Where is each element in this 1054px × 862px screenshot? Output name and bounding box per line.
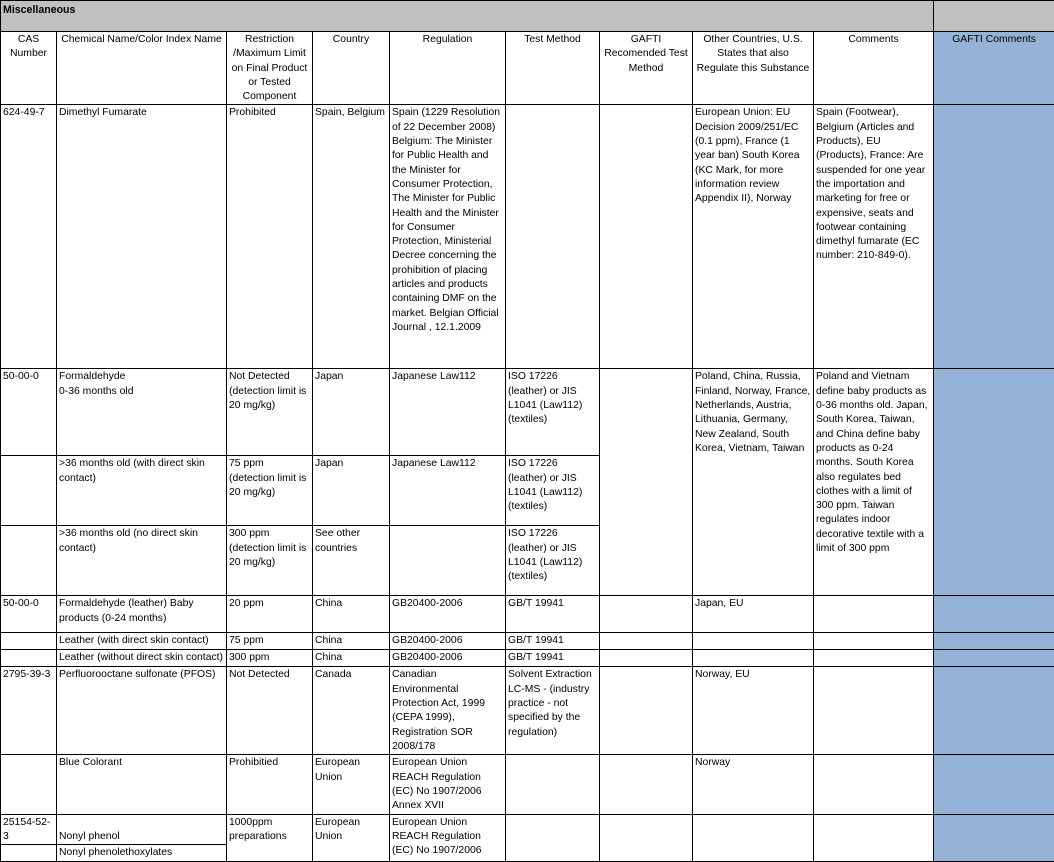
cell-test-method[interactable]: ISO 17226 (leather) or JIS L1041 (Law112) (textiles): [506, 526, 600, 596]
cell-cas[interactable]: [1, 755, 57, 814]
cell-other-countries[interactable]: [693, 814, 814, 861]
cell-restriction[interactable]: 75 ppm (detection limit is 20 mg/kg): [227, 456, 313, 526]
cell-cas[interactable]: [1, 650, 57, 667]
cell-gafti-test-method[interactable]: [600, 755, 693, 814]
cell-comments[interactable]: [814, 633, 934, 650]
cell-cas[interactable]: [1, 633, 57, 650]
cell-chemical-name[interactable]: [57, 369, 227, 456]
cell-country[interactable]: European Union: [313, 814, 390, 861]
table-row: [1, 650, 1054, 667]
cell-comments[interactable]: [814, 755, 934, 814]
cell-other-countries[interactable]: Japan, EU: [693, 596, 814, 633]
header-other-countries[interactable]: Other Countries, U.S. States that also Regulate this Substance: [693, 32, 814, 105]
table-row: [1, 105, 1054, 369]
cell-country[interactable]: Canada: [313, 667, 390, 755]
cell-country[interactable]: Spain, Belgium: [313, 105, 390, 369]
cell-test-method[interactable]: GB/T 19941: [506, 650, 600, 667]
cell-gafti-test-method[interactable]: [600, 596, 693, 633]
cell-gafti-test-method[interactable]: [600, 105, 693, 369]
section-title: Miscellaneous: [1, 1, 934, 32]
cell-regulation[interactable]: Canadian Environmental Protection Act, 1999 (CEPA 1999), Registration SOR 2008/178: [390, 667, 506, 755]
cell-country[interactable]: Japan: [313, 369, 390, 456]
cell-cas[interactable]: [1, 845, 57, 861]
table-row: [1, 369, 1054, 456]
header-chemical-name[interactable]: Chemical Name/Color Index Name: [57, 32, 227, 105]
cell-restriction[interactable]: Prohibited: [227, 105, 313, 369]
section-header-right-cell: [934, 1, 1054, 32]
cell-country[interactable]: China: [313, 596, 390, 633]
cell-chemical-name[interactable]: Nonyl phenol: [57, 814, 227, 845]
header-gafti-comments[interactable]: GAFTI Comments: [934, 32, 1054, 105]
cell-other-countries[interactable]: European Union: EU Decision 2009/251/EC (0.1 ppm), France (1 year ban) South Korea (KC Mark, for more information review Appendix II), Norway: [693, 105, 814, 369]
cell-regulation[interactable]: GB20400-2006: [390, 633, 506, 650]
cell-test-method[interactable]: GB/T 19941: [506, 596, 600, 633]
cell-gafti-comments[interactable]: [934, 369, 1054, 596]
cell-gafti-test-method[interactable]: [600, 650, 693, 667]
cell-restriction[interactable]: Prohibitied: [227, 755, 313, 814]
cell-gafti-comments[interactable]: [934, 596, 1054, 633]
cell-regulation[interactable]: Japanese Law112: [390, 369, 506, 456]
cell-test-method[interactable]: ISO 17226 (leather) or JIS L1041 (Law112) (textiles): [506, 369, 600, 456]
cell-cas[interactable]: [1, 456, 57, 526]
cell-comments[interactable]: [814, 596, 934, 633]
cell-restriction[interactable]: Not Detected: [227, 667, 313, 755]
cell-chemical-name[interactable]: Leather (without direct skin contact): [57, 650, 227, 667]
cell-restriction[interactable]: Not Detected (detection limit is 20 mg/kg): [227, 369, 313, 456]
cell-gafti-test-method[interactable]: [600, 667, 693, 755]
cell-chemical-name[interactable]: Formaldehyde (leather) Baby products (0-24 months): [57, 596, 227, 633]
cell-other-countries[interactable]: Norway, EU: [693, 667, 814, 755]
cell-other-countries[interactable]: [693, 633, 814, 650]
cell-chemical-name[interactable]: >36 months old (no direct skin contact): [57, 526, 227, 596]
cell-restriction[interactable]: 1000ppm preparations: [227, 814, 313, 861]
cell-cas[interactable]: 50-00-0: [1, 596, 57, 633]
cell-cas[interactable]: 2795-39-3: [1, 667, 57, 755]
header-test-method[interactable]: Test Method: [506, 32, 600, 105]
cell-chemical-name[interactable]: Nonyl phenolethoxylates: [57, 845, 227, 861]
cell-country[interactable]: China: [313, 650, 390, 667]
header-regulation[interactable]: Regulation: [390, 32, 506, 105]
header-restriction[interactable]: Restriction /Maximum Limit on Final Product or Tested Component: [227, 32, 313, 105]
cell-regulation[interactable]: [390, 526, 506, 596]
table-row: [1, 814, 1054, 845]
header-country[interactable]: Country: [313, 32, 390, 105]
cell-chemical-name[interactable]: Perfluorooctane sulfonate (PFOS): [57, 667, 227, 755]
cell-test-method[interactable]: Solvent Extraction LC-MS - (industry practice - not specified by the regulation): [506, 667, 600, 755]
cell-comments[interactable]: [814, 650, 934, 667]
cell-chemical-name[interactable]: >36 months old (with direct skin contact): [57, 456, 227, 526]
cell-restriction[interactable]: 20 ppm: [227, 596, 313, 633]
section-header-row: [1, 1, 1054, 32]
cell-chemical-name[interactable]: Leather (with direct skin contact): [57, 633, 227, 650]
column-header-row: [1, 32, 1054, 105]
cell-country[interactable]: Japan: [313, 456, 390, 526]
cell-restriction[interactable]: 300 ppm: [227, 650, 313, 667]
cell-cas[interactable]: 25154-52-3: [1, 814, 57, 845]
cell-test-method[interactable]: ISO 17226 (leather) or JIS L1041 (Law112) (textiles): [506, 456, 600, 526]
chemical-name-line: Formaldehyde 0-36 months old: [59, 371, 134, 396]
cell-test-method[interactable]: GB/T 19941: [506, 633, 600, 650]
cell-gafti-test-method[interactable]: [600, 814, 693, 861]
header-gafti-test-method[interactable]: GAFTI Recomended Test Method: [600, 32, 693, 105]
cell-country[interactable]: European Union: [313, 755, 390, 814]
table-row: [1, 667, 1054, 755]
cell-regulation[interactable]: GB20400-2006: [390, 596, 506, 633]
cell-regulation[interactable]: European Union REACH Regulation (EC) No 1907/2006: [390, 814, 506, 861]
cell-gafti-test-method[interactable]: [600, 633, 693, 650]
table-row: [1, 755, 1054, 814]
header-comments[interactable]: Comments: [814, 32, 934, 105]
cell-regulation[interactable]: Spain (1229 Resolution of 22 December 2008) Belgium: The Minister for Public Health and the Minister for Consumer Protection, The Minister for Public Health and the Minister for Consumer Protection, Ministerial Decree concerning the prohibition of placing articles and products containing DMF on the market. Belgian Official Journal , 12.1.2009: [390, 105, 506, 369]
cell-gafti-comments[interactable]: [934, 650, 1054, 667]
cell-gafti-test-method[interactable]: [600, 369, 693, 596]
cell-cas[interactable]: 624-49-7: [1, 105, 57, 369]
cell-comments[interactable]: [814, 814, 934, 861]
cell-other-countries[interactable]: Poland, China, Russia, Finland, Norway, France, Netherlands, Austria, Lithuania, Germany, New Zealand, South Korea, Vietnam, Taiwan: [693, 369, 814, 596]
cell-country[interactable]: China: [313, 633, 390, 650]
cell-chemical-name[interactable]: Blue Colorant: [57, 755, 227, 814]
cell-regulation[interactable]: GB20400-2006: [390, 650, 506, 667]
cell-gafti-comments[interactable]: [934, 667, 1054, 755]
cell-other-countries[interactable]: Norway: [693, 755, 814, 814]
cell-gafti-comments[interactable]: [934, 633, 1054, 650]
cell-gafti-comments[interactable]: [934, 814, 1054, 861]
header-cas[interactable]: CAS Number: [1, 32, 57, 105]
cell-test-method[interactable]: [506, 105, 600, 369]
cell-cas[interactable]: [1, 526, 57, 596]
cell-country[interactable]: See other countries: [313, 526, 390, 596]
cell-regulation[interactable]: European Union REACH Regulation (EC) No 1907/2006 Annex XVII: [390, 755, 506, 814]
cell-chemical-name[interactable]: Dimethyl Fumarate: [57, 105, 227, 369]
cell-restriction[interactable]: 300 ppm (detection limit is 20 mg/kg): [227, 526, 313, 596]
cell-comments[interactable]: [814, 667, 934, 755]
cell-gafti-comments[interactable]: [934, 755, 1054, 814]
table-row: [1, 633, 1054, 650]
cell-test-method[interactable]: [506, 814, 600, 861]
cell-cas[interactable]: 50-00-0: [1, 369, 57, 456]
cell-comments[interactable]: Poland and Vietnam define baby products as 0-36 months old. Japan, South Korea, Taiwan, and China define baby products as 0-24 months. South Korea also regulates bed clothes with a limit of 300 ppm. Taiwan regulates indoor decorative textile with a limit of 300 ppm: [814, 369, 934, 596]
cell-gafti-comments[interactable]: [934, 105, 1054, 369]
cell-restriction[interactable]: 75 ppm: [227, 633, 313, 650]
cell-other-countries[interactable]: [693, 650, 814, 667]
cell-comments[interactable]: Spain (Footwear), Belgium (Articles and Products), EU (Products), France: Are suspended for one year the importation and marketing for free or expensive, seats and footwear containing dimethyl fumarate (EC number: 210-849-0).: [814, 105, 934, 369]
cell-regulation[interactable]: Japanese Law112: [390, 456, 506, 526]
table-row: [1, 596, 1054, 633]
cell-test-method[interactable]: [506, 755, 600, 814]
